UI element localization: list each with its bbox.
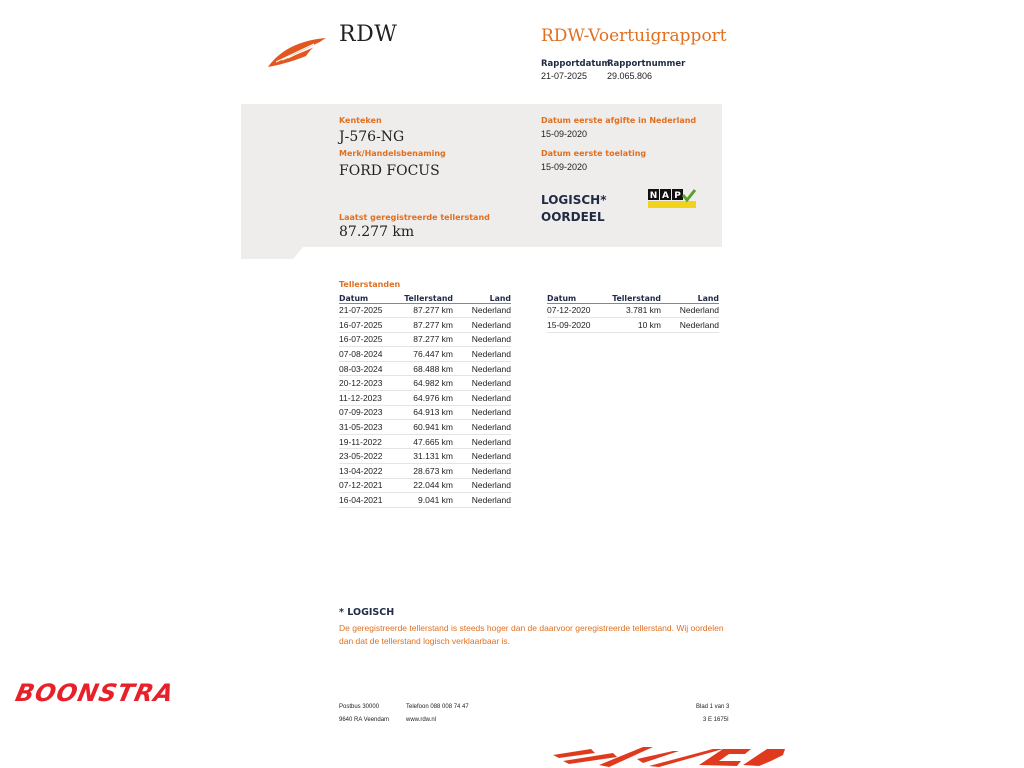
table-row — [339, 318, 511, 333]
footnote-title: * LOGISCH — [339, 607, 395, 618]
table-row — [339, 332, 511, 347]
reading-date: 16-04-2021 — [339, 493, 397, 508]
table-row — [339, 464, 511, 479]
reading-land: Nederland — [453, 420, 511, 435]
nap-letter-a: A — [662, 191, 669, 201]
rdw-logo-icon — [266, 36, 328, 70]
table-row — [339, 478, 511, 493]
reading-date: 16-07-2025 — [339, 318, 397, 333]
reading-land: Nederland — [453, 391, 511, 406]
stripe-logo-icon — [553, 745, 785, 768]
reading-date: 21-07-2025 — [339, 303, 397, 318]
table-row — [339, 303, 511, 318]
reading-land: Nederland — [453, 303, 511, 318]
report-number: 29.065.806 — [607, 71, 653, 81]
report-number-label: Rapportnummer — [607, 59, 686, 69]
first-admission-value: 15-09-2020 — [541, 162, 588, 172]
reading-km: 64.982 km — [397, 376, 453, 391]
reading-land: Nederland — [453, 449, 511, 464]
col-land: Land — [453, 292, 511, 303]
table-row — [339, 405, 511, 420]
reading-land: Nederland — [453, 347, 511, 362]
reading-km: 87.277 km — [397, 303, 453, 318]
reading-land: Nederland — [453, 405, 511, 420]
table-row — [547, 303, 719, 318]
reading-land: Nederland — [661, 318, 719, 333]
reading-km: 60.941 km — [397, 420, 453, 435]
footer-city: 9640 RA Veendam — [339, 717, 390, 723]
kenteken-label: Kenteken — [339, 116, 382, 125]
table-row — [547, 318, 719, 333]
reading-km: 87.277 km — [397, 318, 453, 333]
footnote-text: De geregistreerde tellerstand is steeds hoger dan de daarvoor geregistreerde tellerstand. Wij oordelen dan dat de tellerstand logisch verklaarbaar is. — [339, 623, 724, 646]
col-km: Tellerstand — [397, 292, 453, 303]
reading-land: Nederland — [453, 361, 511, 376]
col-date: Datum — [547, 292, 605, 303]
reading-km: 31.131 km — [397, 449, 453, 464]
reading-km: 47.665 km — [397, 434, 453, 449]
reading-date: 07-12-2020 — [547, 303, 605, 318]
reading-km: 64.913 km — [397, 405, 453, 420]
nap-check-icon — [648, 189, 696, 209]
verdict-line-1: LOGISCH* — [541, 193, 607, 207]
reading-date: 11-12-2023 — [339, 391, 397, 406]
reading-date: 07-09-2023 — [339, 405, 397, 420]
reading-km: 3.781 km — [605, 303, 661, 318]
reading-date: 08-03-2024 — [339, 361, 397, 376]
table-row — [339, 493, 511, 508]
report-date-label: Rapportdatum — [541, 59, 611, 69]
first-issue-nl-label: Datum eerste afgifte in Nederland — [541, 116, 697, 125]
reading-date: 31-05-2023 — [339, 420, 397, 435]
report-date: 21-07-2025 — [541, 71, 588, 81]
footer-website: www.rdw.nl — [406, 717, 437, 723]
table-row — [339, 420, 511, 435]
verdict-line-2: OORDEEL — [541, 210, 605, 224]
nap-letter-p: P — [674, 191, 681, 201]
reading-date: 07-08-2024 — [339, 347, 397, 362]
reading-date: 19-11-2022 — [339, 434, 397, 449]
table-row — [339, 347, 511, 362]
first-issue-nl-value: 15-09-2020 — [541, 129, 588, 139]
first-admission-label: Datum eerste toelating — [541, 149, 647, 158]
reading-km: 9.041 km — [397, 493, 453, 508]
readings-table-left — [339, 292, 511, 508]
col-land: Land — [661, 292, 719, 303]
reading-land: Nederland — [453, 376, 511, 391]
verdict — [541, 192, 631, 226]
footer-postbus: Postbus 30000 — [339, 704, 380, 710]
reading-km: 68.488 km — [397, 361, 453, 376]
last-odometer-value: 87.277 km — [339, 224, 415, 240]
col-km: Tellerstand — [605, 292, 661, 303]
reading-date: 13-04-2022 — [339, 464, 397, 479]
panel-tail — [241, 247, 303, 259]
vehicle-info-panel — [241, 104, 722, 247]
table-row — [339, 449, 511, 464]
table-row — [339, 434, 511, 449]
reading-date: 16-07-2025 — [339, 332, 397, 347]
nap-letter-n: N — [649, 191, 658, 201]
table-row — [339, 376, 511, 391]
reading-km: 10 km — [605, 318, 661, 333]
reading-land: Nederland — [453, 318, 511, 333]
report-title: RDW-Voertuigrapport — [541, 26, 727, 46]
reading-land: Nederland — [661, 303, 719, 318]
reading-land: Nederland — [453, 434, 511, 449]
reading-land: Nederland — [453, 493, 511, 508]
merk-value: FORD FOCUS — [339, 163, 440, 179]
reading-km: 64.976 km — [397, 391, 453, 406]
reading-land: Nederland — [453, 478, 511, 493]
readings-title: Tellerstanden — [339, 280, 401, 289]
reading-date: 23-05-2022 — [339, 449, 397, 464]
footer-phone: Telefoon 088 008 74 47 — [406, 704, 469, 710]
reading-land: Nederland — [453, 464, 511, 479]
readings-table-right — [547, 292, 719, 333]
reading-km: 22.044 km — [397, 478, 453, 493]
table-row — [339, 391, 511, 406]
col-date: Datum — [339, 292, 397, 303]
reading-date: 15-09-2020 — [547, 318, 605, 333]
last-odometer-label: Laatst geregistreerde tellerstand — [339, 213, 490, 222]
brand-name: RDW — [339, 22, 398, 47]
footer-code: 3 E 1675I — [703, 717, 729, 723]
reading-land: Nederland — [453, 332, 511, 347]
merk-label: Merk/Handelsbenaming — [339, 149, 446, 158]
footer-page: Blad 1 van 3 — [696, 704, 730, 710]
kenteken-value: J-576-NG — [339, 129, 405, 145]
reading-km: 76.447 km — [397, 347, 453, 362]
reading-date: 20-12-2023 — [339, 376, 397, 391]
table-row — [339, 361, 511, 376]
boonstra-logo: BOONSTRA — [13, 679, 177, 707]
reading-date: 07-12-2021 — [339, 478, 397, 493]
reading-km: 87.277 km — [397, 332, 453, 347]
reading-km: 28.673 km — [397, 464, 453, 479]
